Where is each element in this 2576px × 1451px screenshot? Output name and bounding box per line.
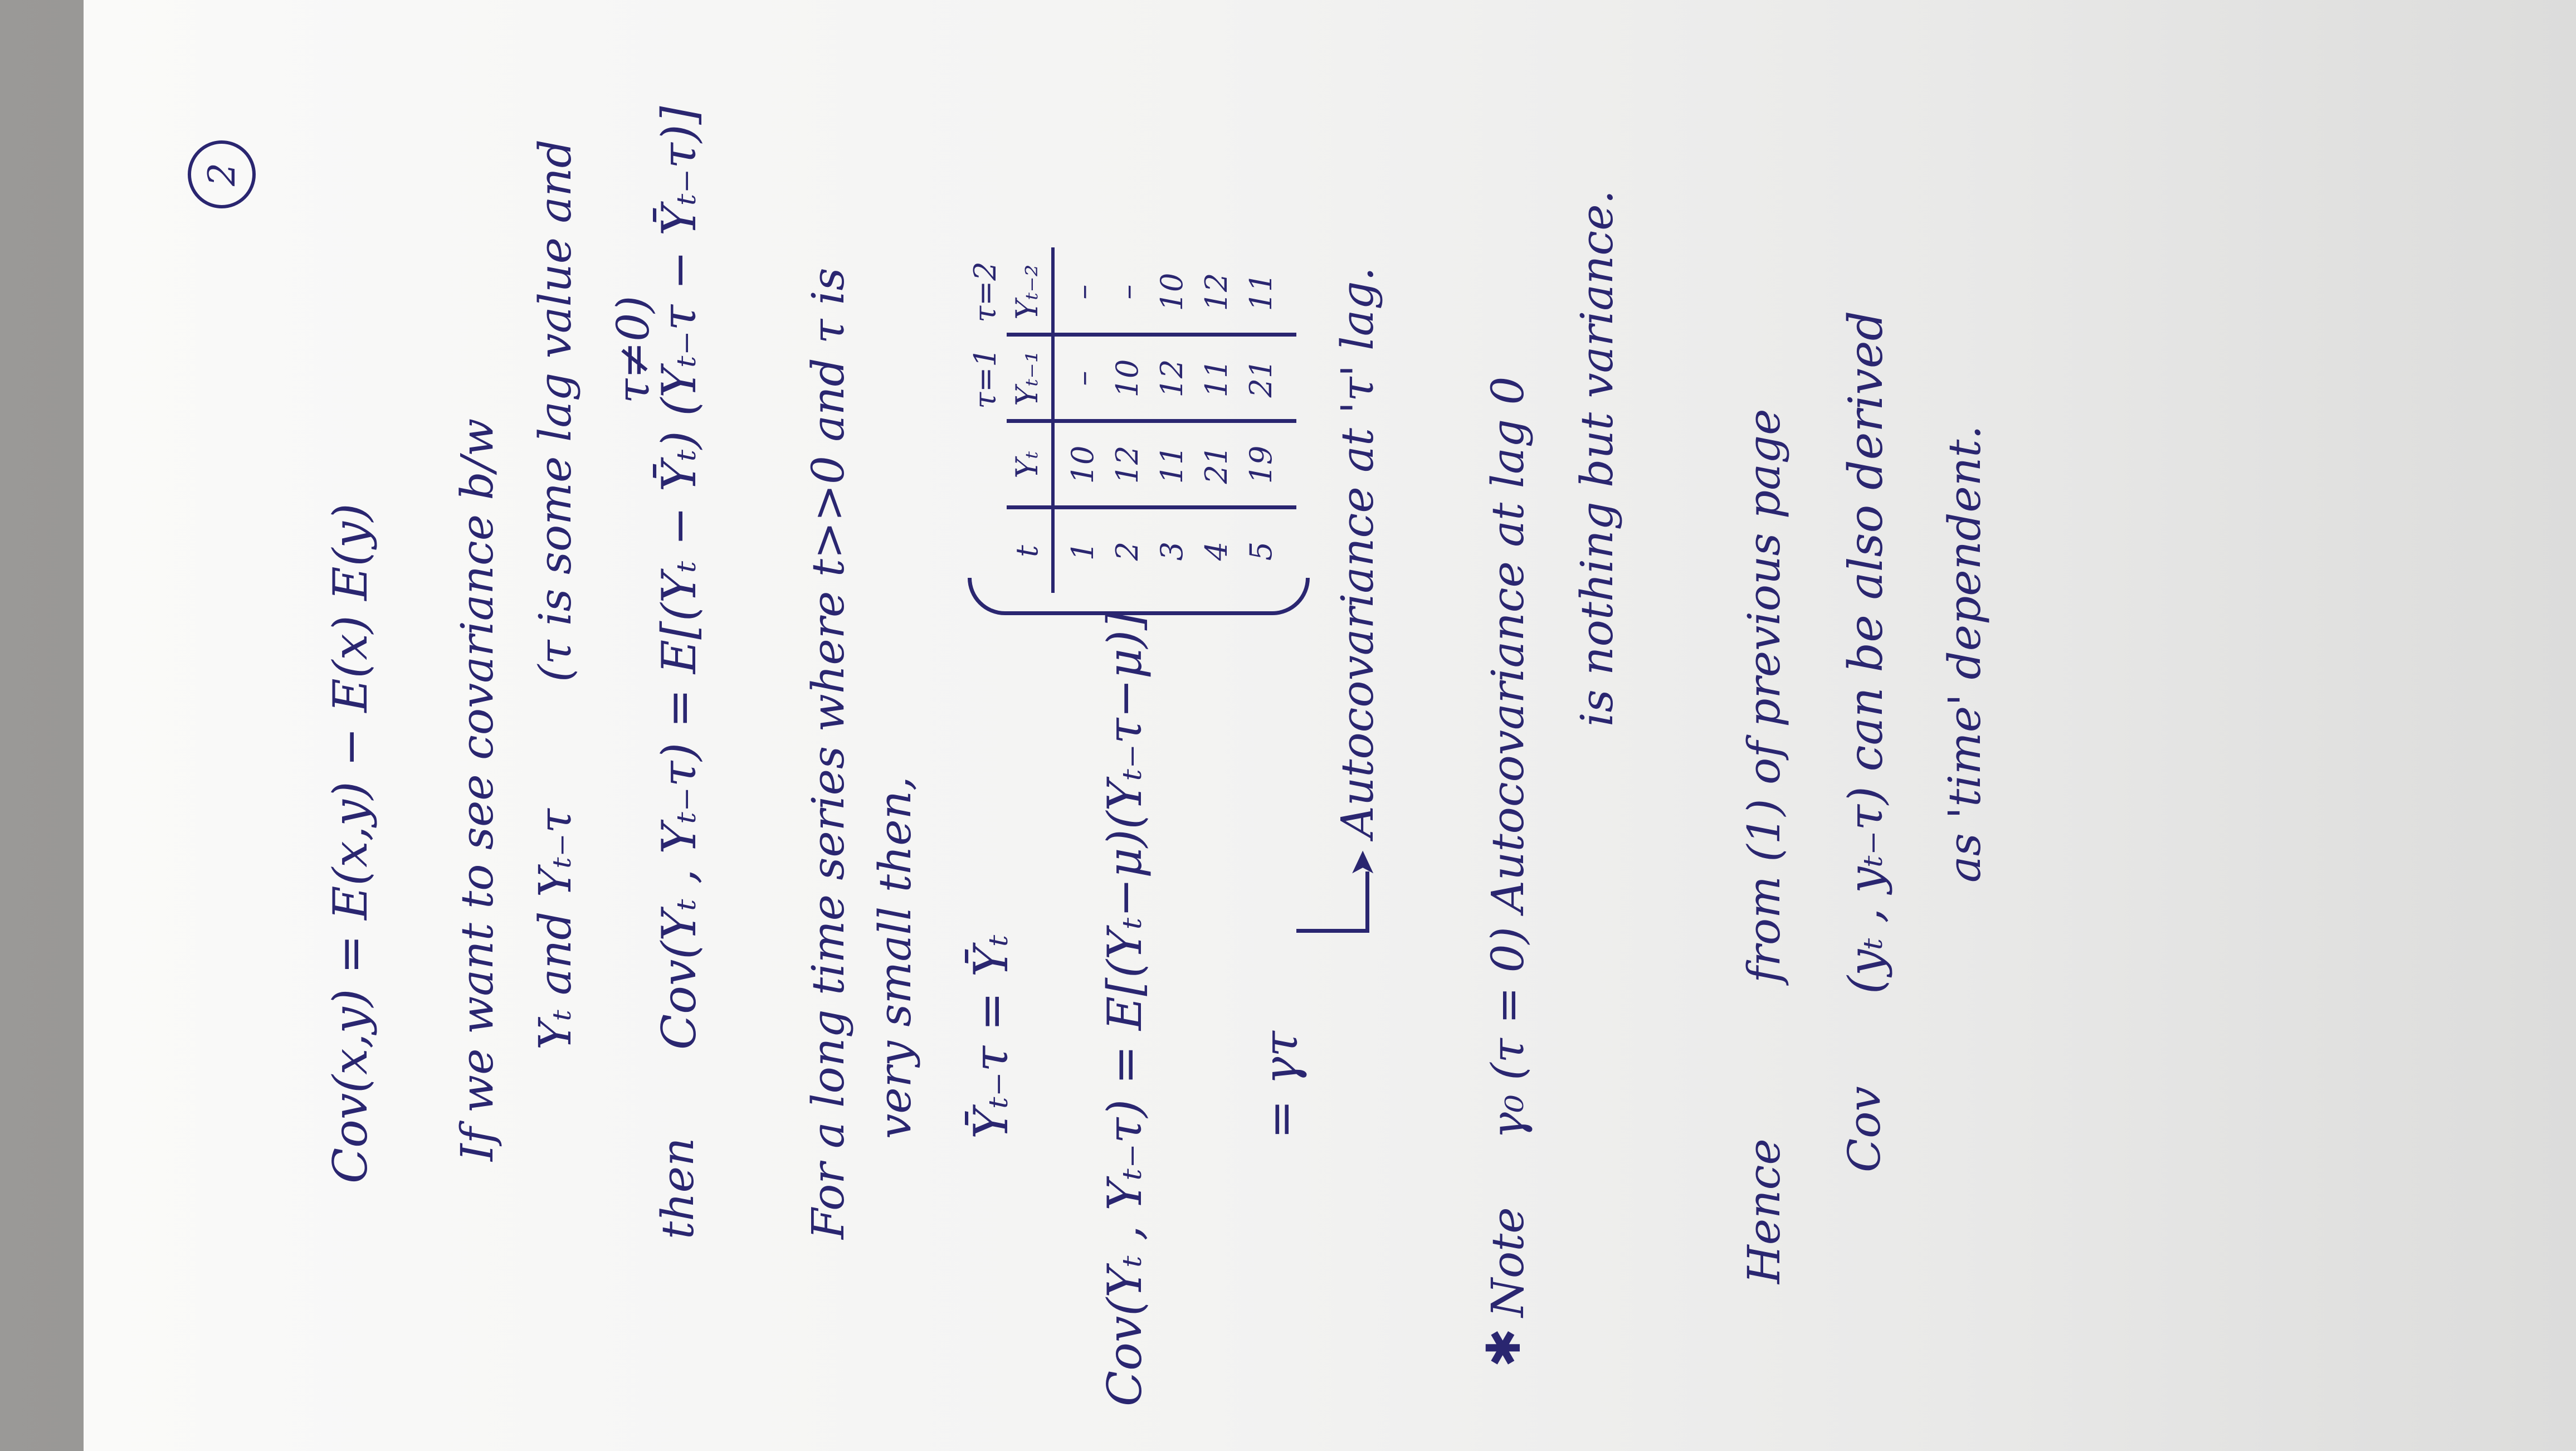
line-from-previous: from (1) of previous page [1738, 408, 1790, 983]
note-continuation: is nothing but variance. [1571, 189, 1623, 727]
line-time-dependent: as 'time' dependent. [1939, 425, 1991, 883]
table-header-t: t [1009, 545, 1045, 557]
table-header-yt1: Yₜ₋₁ [1009, 350, 1045, 406]
arrow-stem [1296, 929, 1369, 933]
table-header-yt: Yₜ [1009, 451, 1045, 479]
table-cell: 12 [1110, 445, 1145, 484]
line-tau-lag: (τ is some lag value and [529, 139, 582, 682]
paper-viewport [84, 0, 2576, 1451]
table-cell: 5 [1243, 541, 1279, 561]
cov-expectation: Cov(Yₜ , Yₜ₋τ) = E[(Yₜ − Ȳₜ) (Yₜ₋τ − Ȳₜ₋τ)] [652, 106, 707, 1050]
table-cell: 10 [1154, 272, 1190, 311]
autocov-lag-label: Autocovariance at 'τ' lag. [1331, 267, 1384, 838]
arrow-shaft [1365, 871, 1369, 933]
table-cell: 1 [1065, 541, 1101, 561]
table-cell: 21 [1243, 359, 1279, 398]
table-header-yt2: Yₜ₋₂ [1009, 264, 1045, 320]
label-note: Note [1482, 1207, 1534, 1317]
lag-label-1: τ=1 [968, 348, 1003, 409]
line-tau-nonzero: τ≠0) [607, 295, 660, 403]
line-if-want: If we want to see covariance b/w [451, 418, 504, 1161]
table-cell: 12 [1199, 272, 1235, 311]
label-hence: Hence [1738, 1138, 1790, 1284]
table-cell: 21 [1199, 445, 1235, 484]
table-cell: 4 [1199, 541, 1235, 561]
line-very-small: very small then, [869, 776, 921, 1139]
table-cell: – [1065, 284, 1101, 300]
table-cell: 11 [1243, 272, 1279, 311]
table-cell: 11 [1154, 445, 1190, 484]
table-cell: 3 [1154, 541, 1190, 561]
table-cell: – [1065, 371, 1101, 386]
table-cell: 2 [1110, 541, 1145, 561]
line-yt-and: Yₜ and Yₜ₋τ [529, 809, 582, 1050]
handwritten-page [84, 0, 2576, 1451]
table-cell: 12 [1154, 359, 1190, 398]
arrow-head-icon: ➤ [1343, 849, 1382, 877]
line-cov-derived: (yₜ , yₜ₋τ) can be also derived [1838, 310, 1894, 994]
page-number: 2 [188, 140, 256, 208]
table-cell: – [1110, 284, 1145, 300]
star-bullet-icon: ✱ [1476, 1328, 1531, 1367]
table-cell: 19 [1243, 445, 1279, 484]
note-gamma-zero: γ₀ (τ = 0) Autocovariance at lag 0 [1482, 376, 1534, 1139]
label-cov: Cov [1838, 1086, 1891, 1172]
cov-definition: Cov(x,y) = E(x,y) − E(x) E(y) [323, 503, 378, 1184]
approx-equation: Ȳₜ₋τ = Ȳₜ [964, 934, 1019, 1139]
equals-gamma: = γτ [1253, 1031, 1309, 1139]
table-cell: 10 [1110, 359, 1145, 398]
cov-approx-equation: Cov(Yₜ , Yₜ₋τ) = E[(Yₜ−μ)(Yₜ₋τ−μ)] [1097, 612, 1153, 1406]
line-long-series: For a long time series where t>>0 and τ is [802, 267, 855, 1239]
table-cell: 11 [1199, 359, 1235, 398]
table-cell: 10 [1065, 445, 1101, 484]
lag-label-2: τ=2 [968, 261, 1003, 323]
label-then: then [652, 1137, 704, 1239]
lag-table [968, 247, 1302, 593]
